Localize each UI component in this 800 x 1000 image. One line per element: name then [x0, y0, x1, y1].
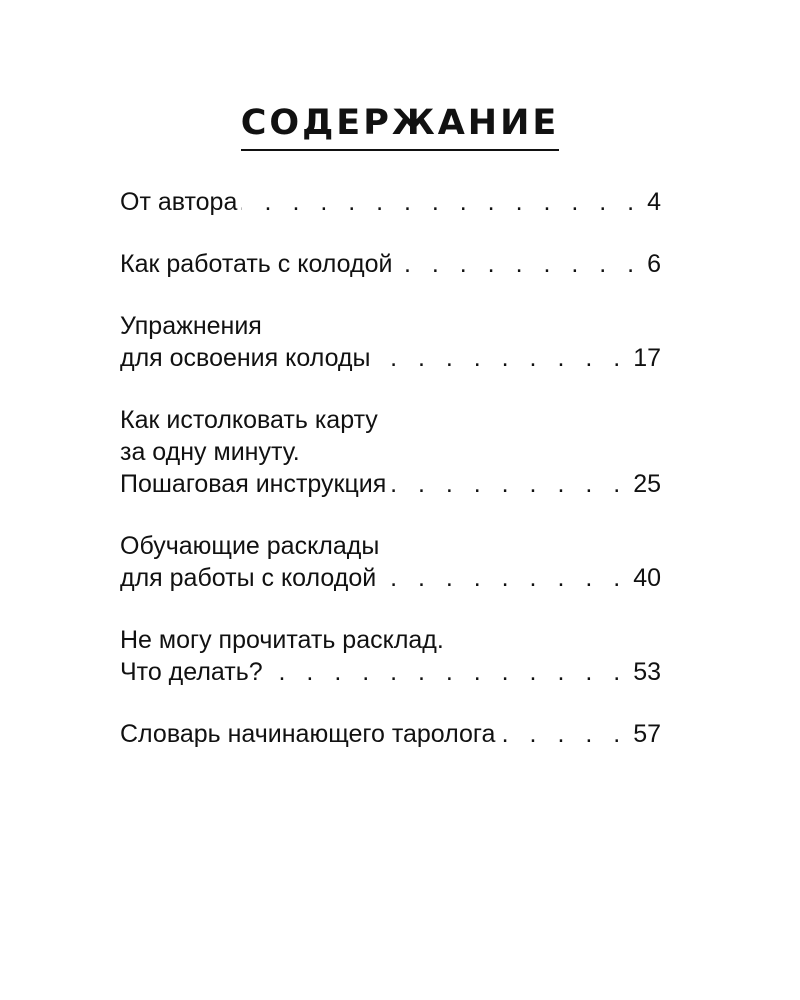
toc-page-number: 17	[633, 344, 661, 372]
dot-leader	[499, 718, 627, 750]
toc-entry	[120, 186, 661, 218]
toc-entry-title-line: Как истолковать карту	[120, 406, 378, 434]
toc-page-number: 6	[647, 250, 661, 278]
toc-entry-title: Как работать с колодой	[120, 250, 393, 278]
toc-entry	[120, 718, 661, 750]
toc-entry-title-line: Что делать?	[120, 658, 263, 686]
toc-entry-title: Словарь начинающего таролога	[120, 720, 496, 748]
toc-entry-title-line: Не могу прочитать расклад.	[120, 626, 444, 654]
dot-leader	[374, 342, 627, 374]
dot-leader	[390, 468, 627, 500]
dot-leader	[380, 562, 627, 594]
table-of-contents	[120, 186, 661, 780]
toc-entry-title-line: для освоения колоды	[120, 344, 371, 372]
toc-entry-title-line: за одну минуту.	[120, 438, 300, 466]
dot-leader	[396, 248, 641, 280]
dot-leader	[241, 186, 641, 218]
toc-entry	[120, 310, 661, 374]
toc-page-number: 53	[633, 658, 661, 686]
toc-entry	[120, 404, 661, 500]
toc-entry-title-line: Упражнения	[120, 312, 262, 340]
toc-entry	[120, 530, 661, 594]
toc-entry	[120, 248, 661, 280]
page-title	[0, 103, 800, 151]
title-text: СОДЕРЖАНИЕ	[241, 103, 560, 151]
toc-entry-title-line: Обучающие расклады	[120, 532, 380, 560]
dot-leader	[267, 656, 628, 688]
toc-entry	[120, 624, 661, 688]
toc-page-number: 4	[647, 188, 661, 216]
toc-page-number: 57	[633, 720, 661, 748]
toc-page-number: 25	[633, 470, 661, 498]
toc-entry-title-line: Пошаговая инструкция	[120, 470, 387, 498]
toc-entry-title-line: для работы с колодой	[120, 564, 377, 592]
toc-page-number: 40	[633, 564, 661, 592]
toc-entry-title: От автора	[120, 188, 238, 216]
